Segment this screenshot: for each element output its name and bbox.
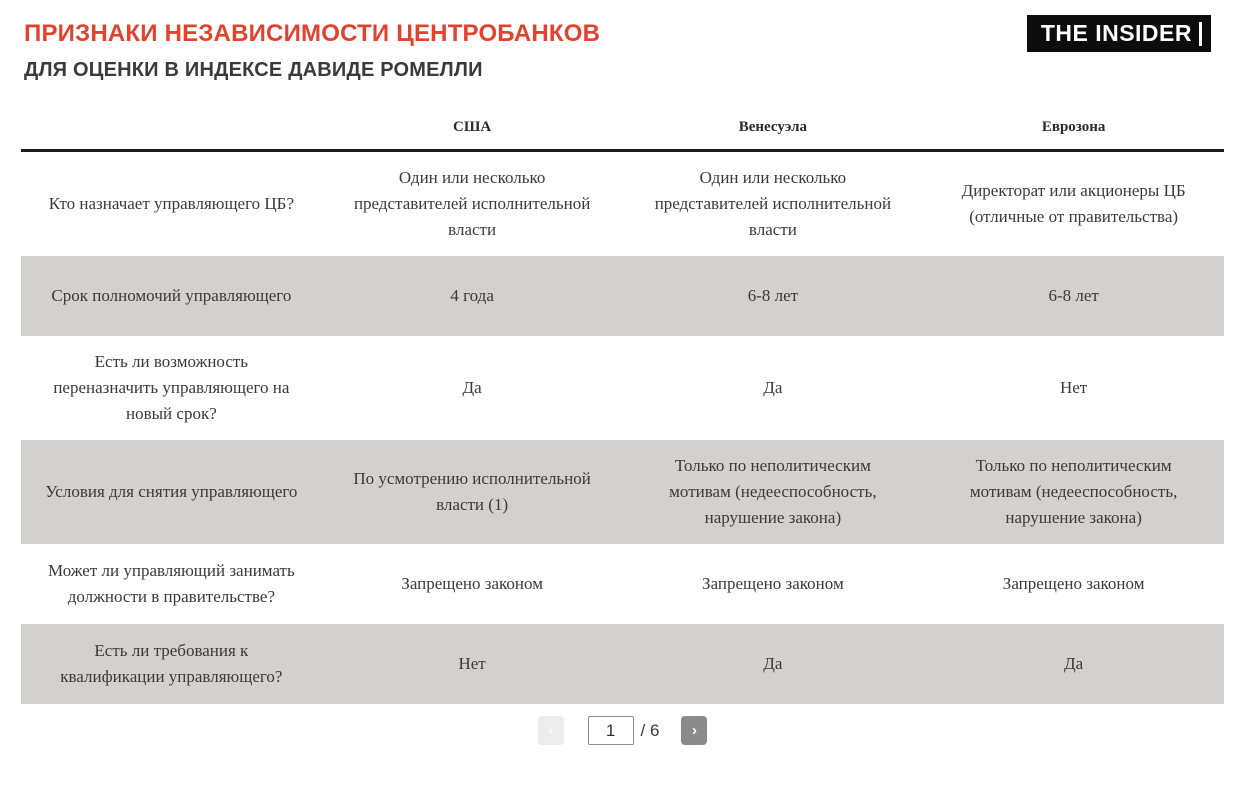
row-question: Срок полномочий управляющего bbox=[51, 286, 292, 305]
column-header-eurozone: Еврозона bbox=[1041, 119, 1106, 135]
row-question: Есть ли возможность переназначить управляющего на новый срок? bbox=[53, 352, 290, 423]
row-question: Есть ли требования к квалификации управляющего? bbox=[60, 641, 283, 686]
cell-eurozone: 6-8 лет bbox=[1048, 286, 1099, 305]
prev-page-button[interactable] bbox=[538, 716, 564, 745]
cell-usa: Один или несколько представителей исполнительной власти bbox=[353, 168, 591, 239]
table-header-row bbox=[21, 109, 1224, 152]
row-question: Кто назначает управляющего ЦБ? bbox=[48, 194, 294, 213]
cell-venezuela: Только по неполитическим мотивам (недееспособность, нарушение закона) bbox=[669, 456, 877, 527]
logo-text: THE INSIDER bbox=[1040, 20, 1192, 46]
cell-venezuela: 6-8 лет bbox=[747, 286, 799, 305]
cell-eurozone: Запрещено законом bbox=[1002, 574, 1145, 593]
the-insider-logo bbox=[1027, 15, 1211, 52]
column-header-venezuela: Венесуэла bbox=[738, 119, 807, 135]
table-row bbox=[21, 624, 1224, 704]
cell-venezuela: Да bbox=[763, 654, 783, 673]
row-question: Условия для снятия управляющего bbox=[45, 482, 298, 501]
table-row bbox=[21, 336, 1224, 440]
cell-eurozone: Нет bbox=[1059, 378, 1088, 397]
page-header bbox=[0, 0, 1245, 82]
chevron-right-icon: › bbox=[691, 722, 697, 739]
cell-eurozone: Директорат или акционеры ЦБ (отличные от правительства) bbox=[961, 181, 1186, 226]
page-number-input[interactable] bbox=[588, 716, 634, 745]
pagination bbox=[0, 716, 1245, 745]
table-row bbox=[21, 152, 1224, 256]
table-row bbox=[21, 256, 1224, 336]
chevron-left-icon: ‹ bbox=[548, 722, 554, 739]
total-pages-label: / 6 bbox=[640, 720, 660, 740]
column-header-empty bbox=[21, 119, 322, 136]
page-title: ПРИЗНАКИ НЕЗАВИСИМОСТИ ЦЕНТРОБАНКОВ bbox=[24, 20, 601, 47]
table-row bbox=[21, 440, 1224, 544]
cell-venezuela: Запрещено законом bbox=[702, 574, 844, 593]
comparison-table bbox=[21, 109, 1224, 704]
table-row bbox=[21, 544, 1224, 624]
cell-eurozone: Да bbox=[1064, 654, 1084, 673]
cell-usa: 4 года bbox=[450, 286, 494, 305]
cell-usa: Да bbox=[462, 378, 482, 397]
cell-eurozone: Только по неполитическим мотивам (недееспособность, нарушение закона) bbox=[969, 456, 1178, 527]
cell-venezuela: Да bbox=[763, 378, 783, 397]
cell-venezuela: Один или несколько представителей исполнительной власти bbox=[654, 168, 892, 239]
cell-usa: Нет bbox=[458, 654, 486, 673]
row-question: Может ли управляющий занимать должности в правительстве? bbox=[48, 561, 295, 606]
next-page-button[interactable] bbox=[681, 716, 707, 745]
logo-cursor-bar bbox=[1199, 22, 1202, 46]
column-header-usa: США bbox=[453, 119, 492, 135]
cell-usa: Запрещено законом bbox=[401, 574, 543, 593]
page-subtitle: ДЛЯ ОЦЕНКИ В ИНДЕКСЕ ДАВИДЕ РОМЕЛЛИ bbox=[24, 59, 483, 81]
cell-usa: По усмотрению исполнительной власти (1) bbox=[353, 469, 591, 514]
